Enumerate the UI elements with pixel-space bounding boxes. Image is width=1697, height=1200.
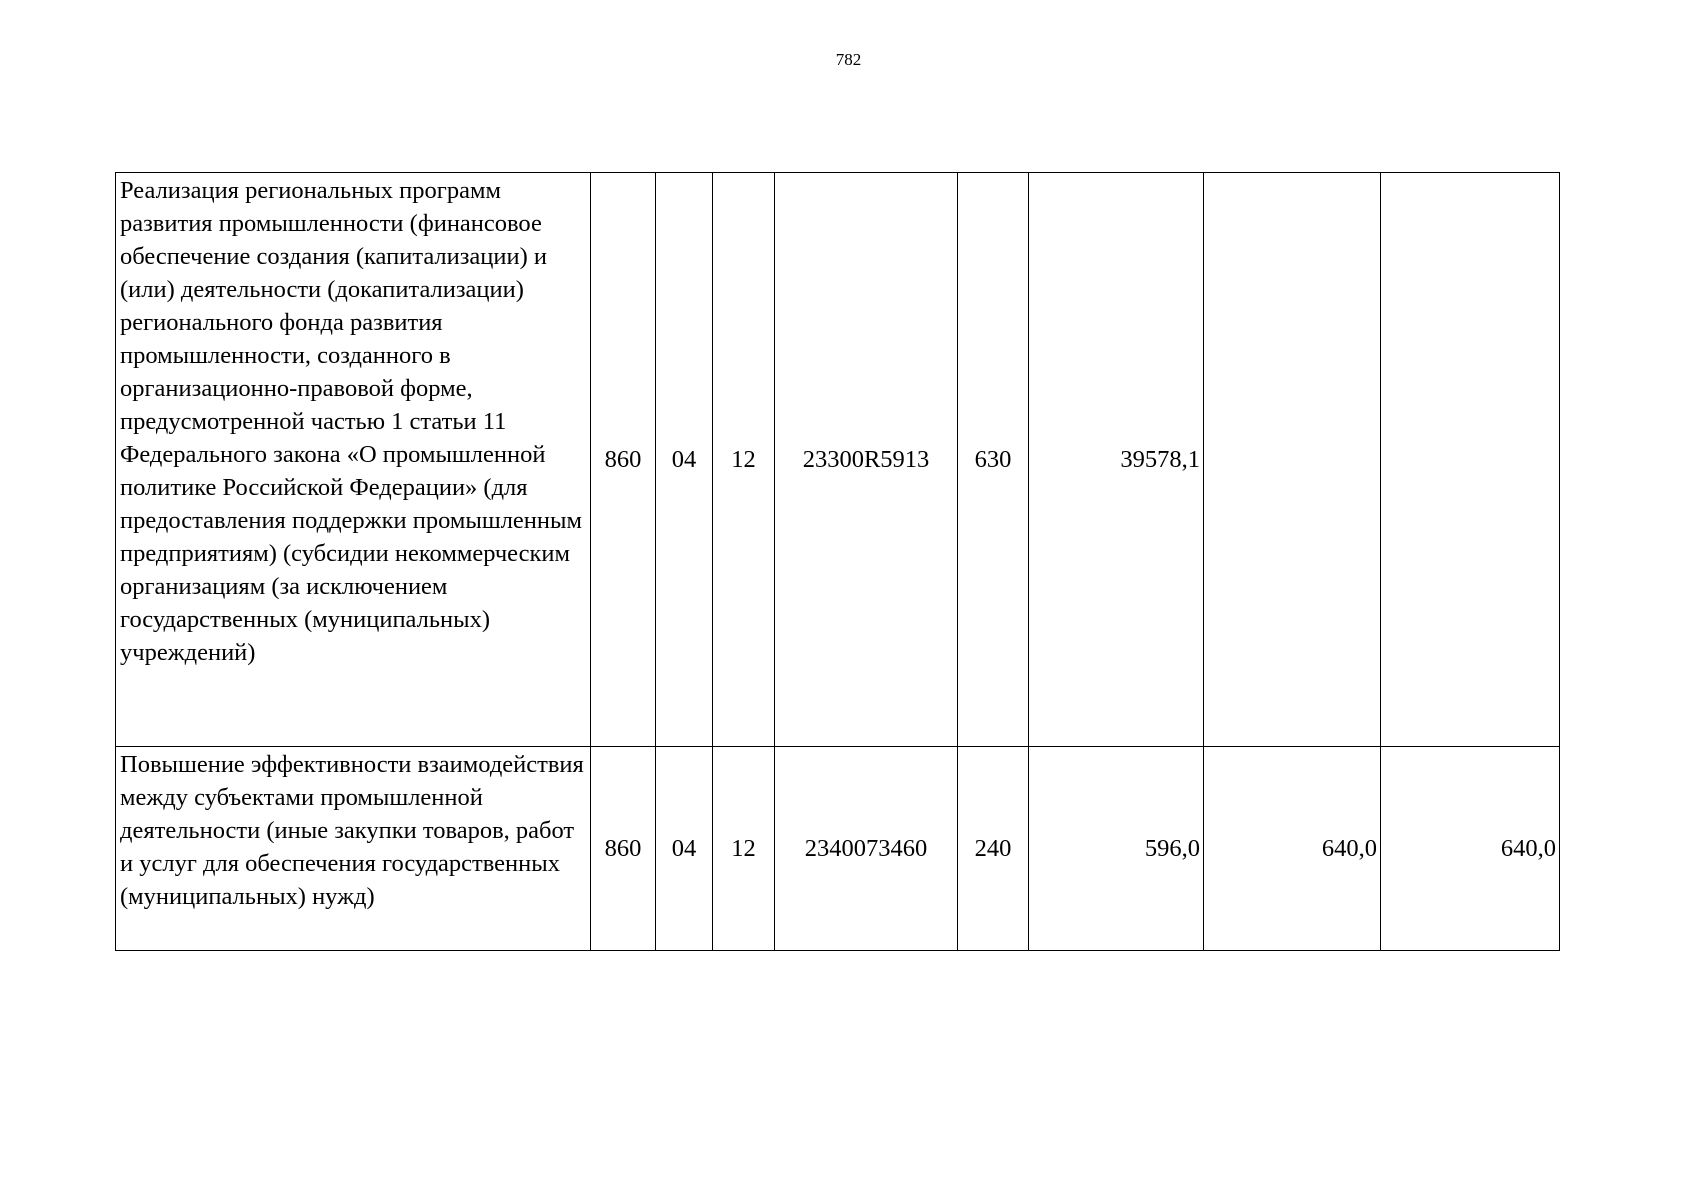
subsection-code-cell: 12 <box>713 173 775 747</box>
section-code-cell: 04 <box>656 173 713 747</box>
section-code-cell: 04 <box>656 747 713 951</box>
sum-year3-cell: 640,0 <box>1381 747 1560 951</box>
ministry-code-cell: 860 <box>591 173 656 747</box>
sum-year2-cell: 640,0 <box>1204 747 1381 951</box>
expense-name-cell: Повышение эффективности взаимодействия между субъектами промышленной деятельности (иные закупки товаров, работ и услуг для обеспечения государственных (муниципальных) нужд) <box>116 747 591 951</box>
sum-year3-cell <box>1381 173 1560 747</box>
expense-name-cell: Реализация региональных программ развития промышленности (финансовое обеспечение создания (капитализации) и (или) деятельности (докапитализации) регионального фонда развития промышленности, созданного в организационно-правовой форме, предусмотренной частью 1 статьи 11 Федерального закона «О промышленной политике Российской Федерации» (для предоставления поддержки промышленным предприятиям) (субсидии некоммерческим организациям (за исключением государственных (муниципальных) учреждений) <box>116 173 591 747</box>
target-article-cell: 2340073460 <box>775 747 958 951</box>
ministry-code-cell: 860 <box>591 747 656 951</box>
page-number: 782 <box>835 50 862 69</box>
expense-type-cell: 630 <box>958 173 1029 747</box>
sum-year1-cell: 596,0 <box>1029 747 1204 951</box>
budget-table <box>115 172 1560 951</box>
sum-year2-cell <box>1204 173 1381 747</box>
subsection-code-cell: 12 <box>713 747 775 951</box>
sum-year1-cell: 39578,1 <box>1029 173 1204 747</box>
table-row <box>116 173 1560 747</box>
table-row <box>116 747 1560 951</box>
target-article-cell: 23300R5913 <box>775 173 958 747</box>
expense-type-cell: 240 <box>958 747 1029 951</box>
